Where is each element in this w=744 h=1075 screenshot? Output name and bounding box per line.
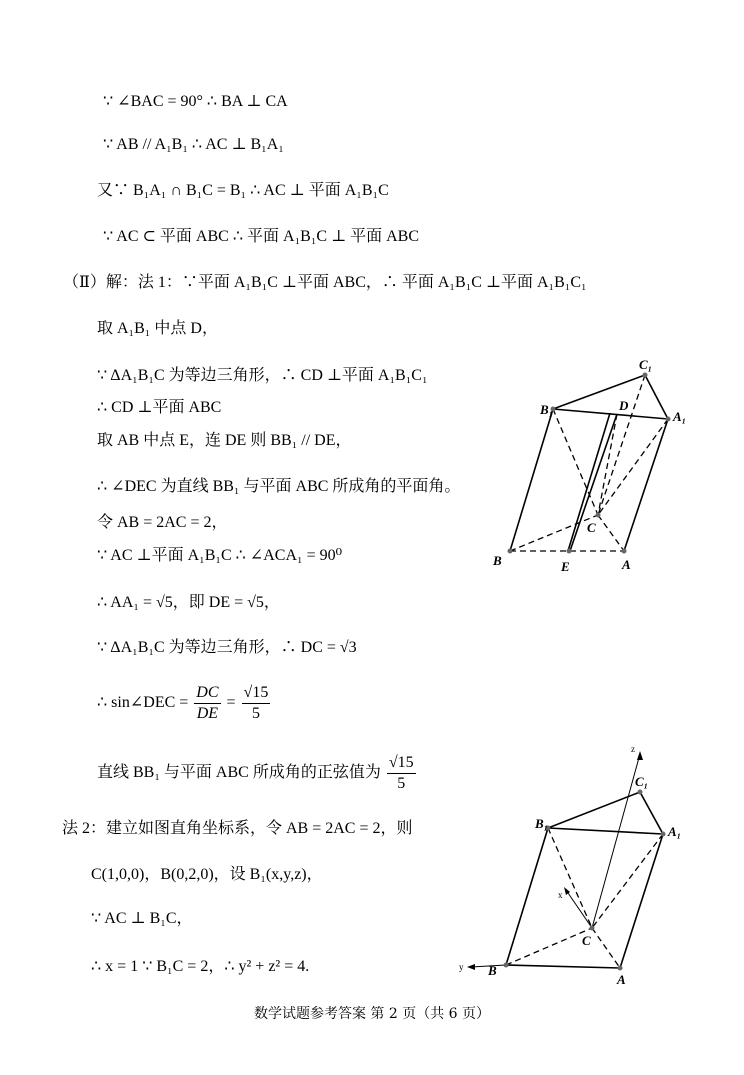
label-a: A <box>617 972 626 987</box>
label-a1: A₁ <box>668 824 682 839</box>
label-d: D <box>619 398 629 413</box>
line-13: ∴ AA₁ = √5，即 DE = √5， <box>97 594 280 611</box>
line-16 <box>97 753 418 794</box>
label-c1: C₁ <box>635 774 649 789</box>
z-axis-arrow-icon <box>637 751 643 760</box>
line-2: ∵ AB // A₁B₁ ∴ AC ⊥ B₁A₁ <box>103 136 284 153</box>
equals-sign: = <box>226 694 236 712</box>
label-y-axis: y <box>459 962 464 972</box>
label-x-axis: x <box>558 890 563 900</box>
y-axis-arrow-icon <box>467 964 475 970</box>
line-10: ∴ ∠DEC 为直线 BB₁ 与平面 ABC 所成角的平面角。 <box>97 478 461 495</box>
line-9: 取 AB 中点 E，连 DE 则 BB₁ // DE， <box>97 432 352 449</box>
sine-answer-prefix: 直线 BB₁ 与平面 ABC 所成角的正弦值为 <box>97 764 381 782</box>
line-11: 令 AB = 2AC = 2， <box>97 514 228 531</box>
line-17: 法 2：建立如图直角坐标系，令 AB = 2AC = 2，则 <box>62 820 413 837</box>
fraction-denominator: DE <box>196 705 219 722</box>
line-7: ∵ ΔA₁B₁C 为等边三角形，∴ CD ⊥平面 A₁B₁C₁ <box>97 367 428 384</box>
fraction-dc-de <box>194 683 220 724</box>
fraction-denominator: 5 <box>251 705 260 722</box>
line-1: ∵ ∠BAC = 90° ∴ BA ⊥ CA <box>103 93 288 110</box>
figure-prism-method-2 <box>455 742 705 987</box>
line-20: ∴ x = 1 ∵ B₁C = 2，∴ y² + z² = 4. <box>91 958 310 975</box>
line-6: 取 A₁B₁ 中点 D， <box>97 320 218 337</box>
line-12: ∵ AC ⊥平面 A₁B₁C ∴ ∠ACA₁ = 90⁰ <box>97 547 343 564</box>
line-3: 又∵ B₁A₁ ∩ B₁C = B₁ ∴ AC ⊥ 平面 A₁B₁C <box>97 182 389 199</box>
line-19: ∵ AC ⊥ B₁C， <box>91 910 193 927</box>
fraction-result <box>242 683 271 724</box>
line-8: ∴ CD ⊥平面 ABC <box>97 399 222 416</box>
label-b1: B₁ <box>535 816 549 831</box>
page-footer: 数学试题参考答案 第 2 页（共 6 页） <box>253 1006 491 1022</box>
line-14: ∵ ΔA₁B₁C 为等边三角形，∴ DC = √3 <box>97 639 357 656</box>
label-e: E <box>561 559 570 574</box>
fraction-numerator: √15 <box>242 683 271 704</box>
fraction-answer <box>387 753 416 794</box>
line-5: （Ⅱ）解：法 1：∵平面 A₁B₁C ⊥平面 ABC，∴ 平面 A₁B₁C ⊥平面 A₁B₁C₁ <box>63 274 587 291</box>
label-a1: A₁ <box>673 409 687 424</box>
label-a: A <box>622 557 631 572</box>
label-b1: B₁ <box>540 402 554 417</box>
line-4: ∵ AC ⊂ 平面 ABC ∴ 平面 A₁B₁C ⊥ 平面 ABC <box>103 228 420 245</box>
label-c1: C₁ <box>639 357 653 372</box>
label-c: C <box>587 520 596 535</box>
label-z-axis: z <box>631 744 635 754</box>
label-b: B <box>493 553 502 568</box>
sin-prefix: ∴ sin∠DEC = <box>97 694 189 712</box>
fraction-numerator: DC <box>194 683 220 704</box>
line-18: C(1,0,0)，B(0,2,0)，设 B₁(x,y,z)， <box>91 866 323 883</box>
fraction-denominator: 5 <box>397 775 406 792</box>
label-b: B <box>488 963 497 978</box>
label-c: C <box>582 933 591 948</box>
figure-prism-method-1 <box>485 355 705 580</box>
fraction-numerator: √15 <box>387 753 416 774</box>
line-15 <box>97 683 272 724</box>
